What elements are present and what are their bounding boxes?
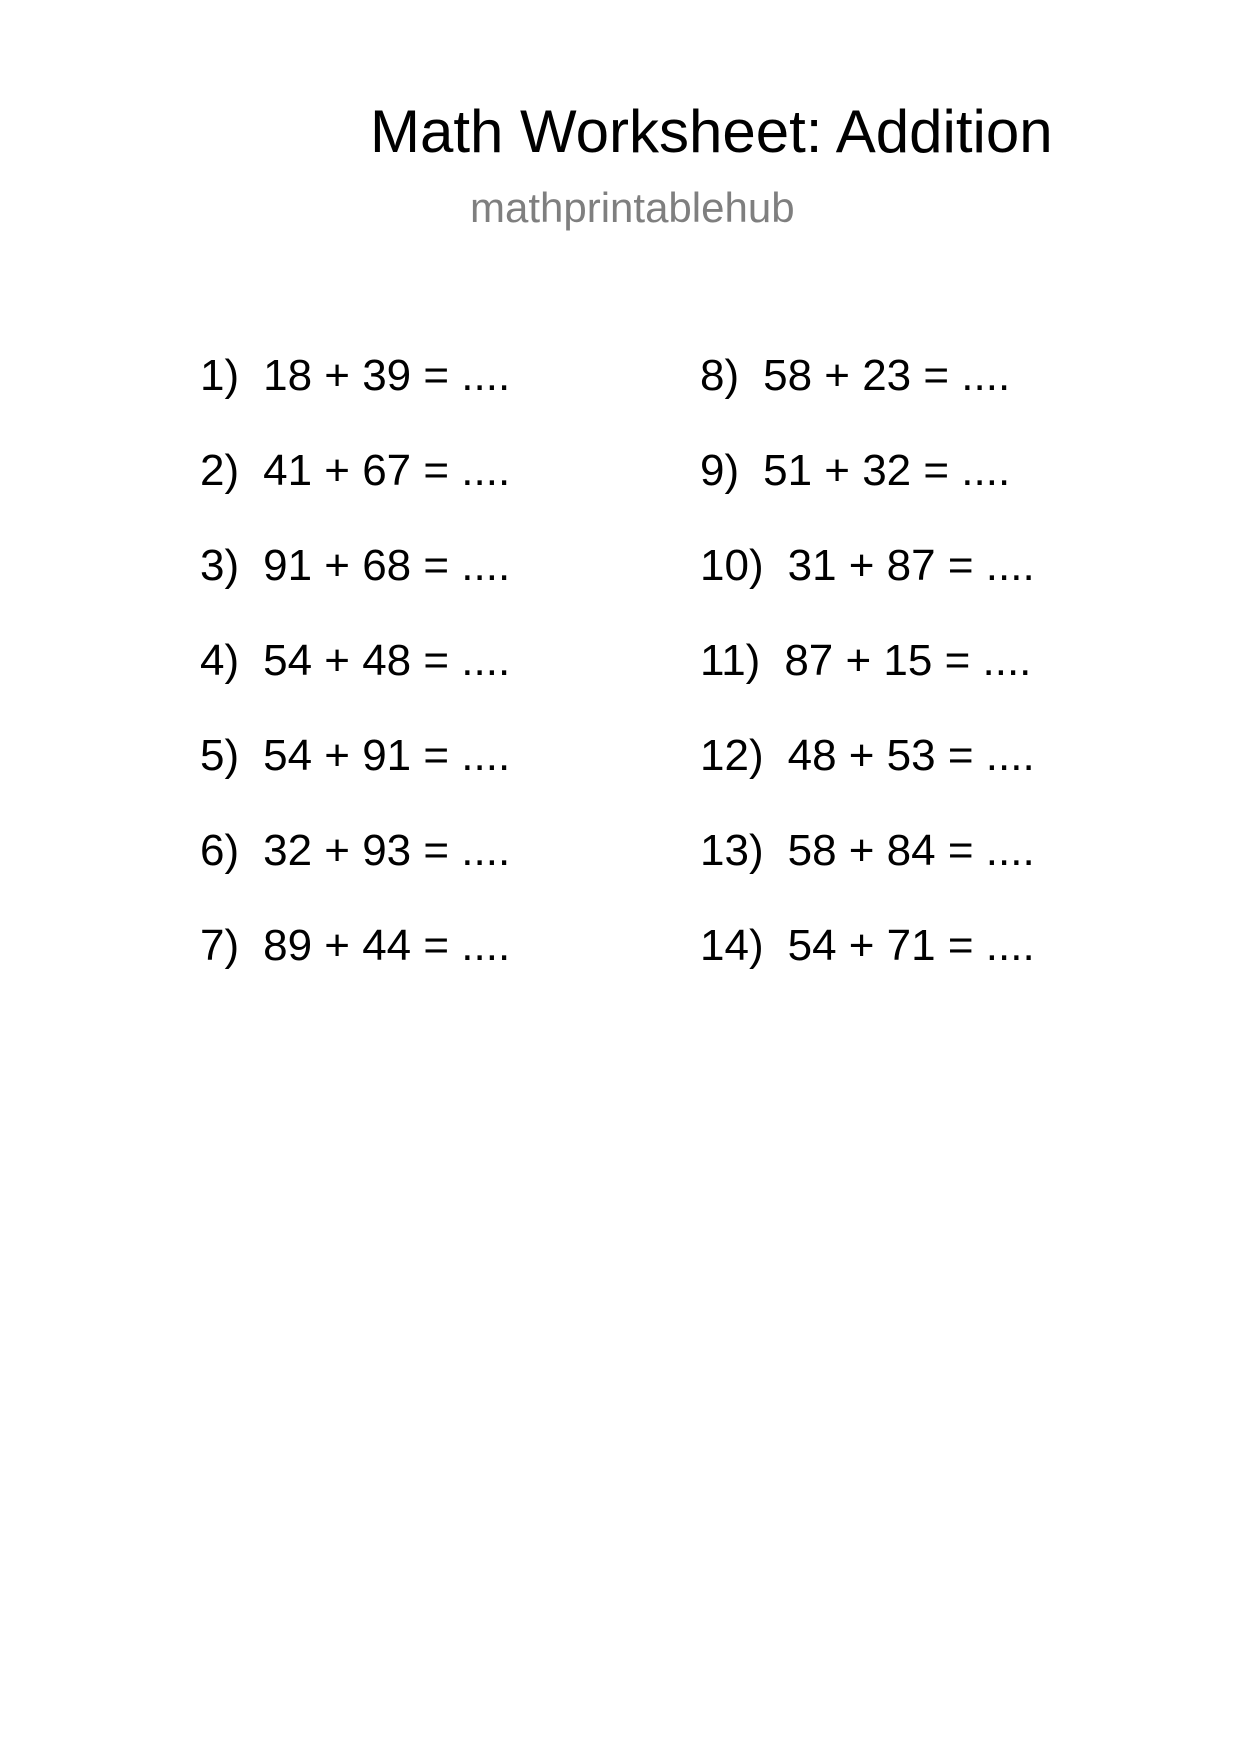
problem-number: 13) [700, 826, 764, 875]
problem-expression: 54 + 48 = .... [263, 636, 511, 685]
problem-column-left [200, 346, 510, 1011]
problem-item [200, 441, 510, 536]
problem-number: 11) [700, 636, 761, 685]
problem-expression: 58 + 84 = .... [787, 826, 1035, 875]
problem-column-right [700, 346, 1035, 1011]
problem-expression: 54 + 91 = .... [263, 731, 511, 780]
problem-expression: 89 + 44 = .... [263, 921, 511, 970]
problem-item [700, 441, 1035, 536]
problem-number: 8) [700, 351, 740, 400]
problem-number: 2) [200, 446, 240, 495]
problem-expression: 87 + 15 = .... [784, 636, 1032, 685]
problem-number: 5) [200, 731, 240, 780]
problem-item [200, 726, 510, 821]
problem-item [200, 916, 510, 1011]
problem-number: 1) [200, 351, 240, 400]
problem-number: 14) [700, 921, 764, 970]
page-subtitle: mathprintablehub [470, 184, 795, 231]
problem-expression: 32 + 93 = .... [263, 826, 511, 875]
problem-number: 3) [200, 541, 240, 590]
problem-expression: 58 + 23 = .... [763, 351, 1011, 400]
problem-expression: 54 + 71 = .... [787, 921, 1035, 970]
problem-expression: 41 + 67 = .... [263, 446, 511, 495]
problem-item [200, 821, 510, 916]
problem-number: 9) [700, 446, 740, 495]
problem-expression: 48 + 53 = .... [787, 731, 1035, 780]
problem-item [700, 916, 1035, 1011]
problem-number: 4) [200, 636, 240, 685]
problem-number: 12) [700, 731, 764, 780]
problem-expression: 51 + 32 = .... [763, 446, 1011, 495]
problem-number: 10) [700, 541, 764, 590]
problem-item [700, 726, 1035, 821]
problem-item [200, 536, 510, 631]
problem-item [700, 821, 1035, 916]
problem-item [200, 346, 510, 441]
problem-expression: 91 + 68 = .... [263, 541, 511, 590]
problem-expression: 31 + 87 = .... [787, 541, 1035, 590]
problem-item [700, 536, 1035, 631]
problem-number: 6) [200, 826, 240, 875]
page-title: Math Worksheet: Addition [370, 98, 1053, 165]
problem-item [200, 631, 510, 726]
problem-expression: 18 + 39 = .... [263, 351, 511, 400]
problem-number: 7) [200, 921, 240, 970]
problem-item [700, 631, 1035, 726]
problem-item [700, 346, 1035, 441]
